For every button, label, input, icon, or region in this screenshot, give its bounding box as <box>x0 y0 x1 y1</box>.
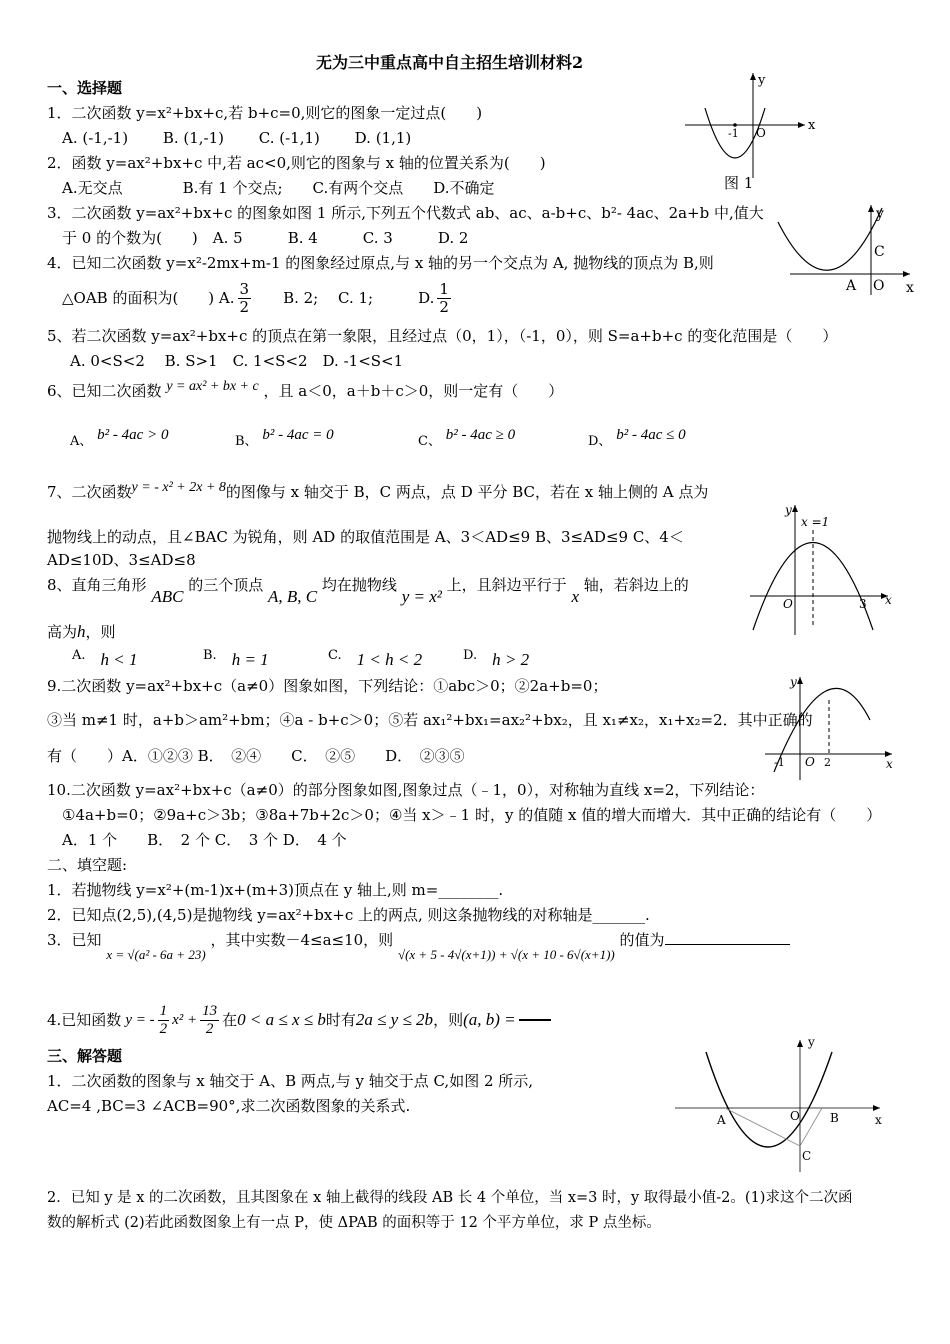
option-formula: h = 1 <box>231 650 269 669</box>
question-8-suffix-2: 轴，若斜边上的 <box>583 576 689 594</box>
origin-label: O <box>805 755 815 769</box>
fill-3-condition: x = √(a² - 6a + 23) <box>106 947 206 962</box>
question-7-function: y = - x² + 2x + 8 <box>131 480 226 495</box>
option-formula: 1 < h < 2 <box>356 650 423 669</box>
point-a-label: A <box>846 278 857 294</box>
option-label: C、 <box>418 434 441 449</box>
parabola-y-x2: y = x² <box>401 587 442 606</box>
origin-label: O <box>756 126 766 140</box>
fill-4-function-start: y = - <box>125 1012 155 1028</box>
figure-q9 <box>760 672 900 782</box>
fill-4-mid-2: 时有 <box>325 1011 356 1029</box>
question-4-line-2-prefix: △OAB 的面积为( ) A. <box>62 289 235 307</box>
question-8-line-1 <box>47 575 689 611</box>
origin-label: O <box>790 1109 800 1123</box>
fill-4-prefix: 4.已知函数 <box>47 1011 122 1029</box>
fill-4-mid-3: ，则 <box>433 1011 464 1029</box>
question-4-line-1: 4．已知二次函数 y=x²-2mx+m-1 的图象经过原点,与 x 轴的另一个交点为 A, 抛物线的顶点为 B,则 <box>47 254 714 272</box>
fill-3-answer-blank <box>665 944 790 945</box>
question-8-line-2-prefix: 高为 <box>47 623 78 641</box>
question-9-line-3: 有（ ）A．①②③ B． ②④ C． ②⑤ D． ②③⑤ <box>47 747 465 765</box>
option-formula: b² - 4ac > 0 <box>97 427 169 443</box>
question-7-line-3: AD≤10D、3≤AD≤8 <box>47 551 196 569</box>
figure-q7 <box>745 500 895 640</box>
question-10-line-1: 10.二次函数 y=ax²+bx+c（a≠0）的部分图象如图,图象过点（﹣1，0），对称轴为直线 x=2，下列结论： <box>47 781 765 799</box>
figure-2-solve <box>670 1032 890 1177</box>
question-6-option-d <box>588 427 686 452</box>
question-6-suffix: ，且 a＜0，a＋b＋c＞0，则一定有（ ） <box>263 382 564 400</box>
solve-2-line-1: 2．已知 y 是 x 的二次函数，且其图象在 x 轴上截得的线段 AB 长 4 个单位，当 x=3 时，y 取得最小值-2。(1)求这个二次函 <box>47 1190 853 1206</box>
question-10-line-2: ①4a+b=0；②9a+c＞3b；③8a+7b+2c＞0；④当 x＞﹣1 时，y 的值随 x 值的增大而增大．其中正确的结论有（ ） <box>62 806 882 824</box>
question-5-options: A. 0<S<2 B. S>1 C. 1<S<2 D. -1<S<1 <box>70 352 404 370</box>
question-5-text: 5、若二次函数 y=ax²+bx+c 的顶点在第一象限，且经过点（0，1），（-1，0），则 S=a+b+c 的变化范围是（ ） <box>47 327 838 345</box>
symmetry-axis-label: x =1 <box>801 515 830 529</box>
fill-3-prefix: 3．已知 <box>47 931 102 949</box>
h-variable: h <box>77 622 86 641</box>
fraction-numerator: 13 <box>202 1002 218 1019</box>
fraction-numerator: 1 <box>439 279 449 298</box>
triangle-abc: ABC <box>151 587 184 606</box>
fill-3-text <box>47 930 790 966</box>
figure-1-graph <box>680 68 820 198</box>
x-axis-label: x <box>906 280 914 296</box>
option-label: B. <box>203 648 217 663</box>
fill-2-text: 2．已知点(2,5),(4,5)是抛物线 y=ax²+bx+c 上的两点, 则这条抛物线的对称轴是_______. <box>47 906 650 924</box>
question-6-option-a <box>70 427 169 452</box>
point-c-label: C <box>802 1149 812 1163</box>
solve-1-line-2: AC=4 ,BC=3 ∠ACB=90°,求二次函数图象的关系式. <box>47 1097 411 1115</box>
x-axis-label: x <box>808 118 816 133</box>
tick-3-label: 3 <box>859 597 867 611</box>
question-9-line-2: ③当 m≠1 时，a+b＞am²+bm；④a - b+c＞0；⑤若 ax₁²+bx₁=ax₂²+bx₂，且 x₁≠x₂，x₁+x₂=2．其中正确的 <box>47 711 813 729</box>
x-axis-label: x <box>886 757 893 771</box>
question-7-line-2: 抛物线上的动点，且∠BAC 为锐角，则 AD 的取值范围是 A、3＜AD≤9 B、3≤AD≤9 C、4＜ <box>47 528 684 546</box>
section-choice-heading: 一、选择题 <box>47 79 123 97</box>
solve-2-line-2: 数的解析式 (2)若此函数图象上有一点 P，使 ΔPAB 的面积等于 12 个平方单位，求 P 点坐标。 <box>47 1215 661 1231</box>
option-label: A. <box>72 648 86 663</box>
y-axis-label: y <box>876 206 884 222</box>
question-8-suffix: 上，且斜边平行于 <box>446 576 567 594</box>
question-6-text <box>47 381 563 403</box>
option-label: D、 <box>588 434 612 449</box>
question-4-options-mid: B. 2; C. 1; D. <box>268 289 435 307</box>
y-axis-label: y <box>790 675 797 689</box>
fill-4-text <box>47 1000 551 1040</box>
fill-3-mid: ，其中实数－4≤a≤10，则 <box>210 931 394 949</box>
fill-4-answer-blank <box>519 1019 551 1021</box>
tick-minus-1: -1 <box>774 756 785 769</box>
option-label: D. <box>463 648 478 663</box>
question-8-mid-2: 均在抛物线 <box>321 576 397 594</box>
question-7-prefix: 7、二次函数 <box>47 483 132 501</box>
question-8-line-2 <box>47 622 116 642</box>
question-8-prefix: 8、直角三角形 <box>47 576 147 594</box>
fraction-3-2 <box>238 281 252 316</box>
fraction-numerator: 3 <box>239 279 250 298</box>
fill-1-text: 1．若抛物线 y=x²+(m-1)x+(m+3)顶点在 y 轴上,则 m=________. <box>47 881 504 899</box>
option-formula: h < 1 <box>100 650 138 669</box>
question-1-text: 1．二次函数 y=x²+bx+c,若 b+c=0,则它的图象一定过点( ) <box>47 104 483 122</box>
question-8-option-d <box>463 648 529 670</box>
question-7-suffix: 的图像与 x 轴交于 B，C 两点，点 D 平分 BC，若在 x 轴上侧的 A 点为 <box>225 483 709 501</box>
question-8-option-a <box>72 648 138 670</box>
option-formula: b² - 4ac ≥ 0 <box>445 427 516 443</box>
figure-1 <box>680 68 820 198</box>
fraction-numerator: 1 <box>159 1002 168 1019</box>
fraction-1-2 <box>437 281 451 316</box>
y-axis-label: y <box>808 1035 815 1049</box>
question-6-option-b <box>235 427 334 452</box>
fill-4-answer-label: (a, b) = <box>463 1010 516 1029</box>
y-axis-label: y <box>785 503 792 517</box>
question-6-function: y = ax² + bx + c <box>166 379 259 394</box>
fill-4-function-mid: x² + <box>172 1012 198 1028</box>
question-9-line-1: 9.二次函数 y=ax²+bx+c（a≠0）图象如图，下列结论：①abc＞0；②2a+b=0； <box>47 677 608 695</box>
point-a-label: A <box>717 1113 726 1127</box>
fill-4-condition-2: 2a ≤ y ≤ 2b <box>355 1010 434 1029</box>
section-fill-heading: 二、填空题: <box>47 856 128 874</box>
fraction-denominator: 2 <box>239 297 250 316</box>
point-c-label: C <box>874 244 885 260</box>
question-4-line-2 <box>62 278 454 318</box>
point-b-label: B <box>830 1111 839 1125</box>
x-variable: x <box>571 587 579 606</box>
option-formula: b² - 4ac = 0 <box>262 427 334 443</box>
question-8-option-c <box>328 648 422 670</box>
fraction-13-2 <box>200 1003 219 1038</box>
fill-4-condition: 0 < a ≤ x ≤ b <box>237 1010 326 1029</box>
tick-minus-1: -1 <box>728 127 739 140</box>
figure-2 <box>770 200 920 300</box>
fraction-1-2 <box>158 1003 170 1038</box>
question-2-text: 2．函数 y=ax²+bx+c 中,若 ac<0,则它的图象与 x 轴的位置关系为( ) <box>47 154 546 172</box>
question-3-line-1: 3．二次函数 y=ax²+bx+c 的图象如图 1 所示,下列五个代数式 ab、ac、a-b+c、b²- 4ac、2a+b 中,值大 <box>47 204 764 222</box>
question-6-option-c <box>418 427 516 452</box>
option-label: C. <box>328 648 342 663</box>
origin-label: O <box>783 597 793 611</box>
figure-q7-graph <box>745 500 895 640</box>
vertices-abc: A, B, C <box>268 587 318 606</box>
question-8-option-b <box>203 648 269 670</box>
x-axis-label: x <box>885 593 892 607</box>
option-label: A、 <box>70 434 93 449</box>
fill-3-suffix: 的值为 <box>619 931 665 949</box>
question-8-mid-1: 的三个顶点 <box>188 576 264 594</box>
question-1-options: A. (-1,-1) B. (1,-1) C. (-1,1) D. (1,1) <box>62 129 412 147</box>
fill-4-mid: 在 <box>222 1011 238 1029</box>
fill-3-expression: √(x + 5 - 4√(x+1)) + √(x + 10 - 6√(x+1)) <box>397 947 615 962</box>
figure-1-caption: 图 1 <box>724 174 754 192</box>
page-title: 无为三中重点高中自主招生培训材料2 <box>316 53 584 72</box>
option-formula: b² - 4ac ≤ 0 <box>616 427 686 443</box>
option-label: B、 <box>235 434 258 449</box>
question-8-line-2-suffix: ，则 <box>85 623 116 641</box>
question-10-line-3: A．1 个 B． 2 个 C． 3 个 D． 4 个 <box>62 831 347 849</box>
question-6-prefix: 6、已知二次函数 <box>47 382 162 400</box>
figure-q9-graph <box>760 672 900 782</box>
fraction-denominator: 2 <box>159 1020 168 1037</box>
option-formula: h > 2 <box>492 650 530 669</box>
origin-label: O <box>873 278 885 294</box>
question-3-line-2: 于 0 的个数为( ) A. 5 B. 4 C. 3 D. 2 <box>62 229 469 247</box>
tick-2-label: 2 <box>824 756 831 769</box>
figure-2-solve-graph <box>670 1032 890 1177</box>
fraction-denominator: 2 <box>205 1020 214 1037</box>
y-axis-label: y <box>758 73 766 88</box>
question-2-options: A.无交点 B.有 1 个交点; C.有两个交点 D.不确定 <box>62 179 495 197</box>
solve-1-line-1: 1．二次函数的图象与 x 轴交于 A、B 两点,与 y 轴交于点 C,如图 2 所示, <box>47 1072 534 1090</box>
section-solve-heading: 三、解答题 <box>47 1047 123 1065</box>
x-axis-label: x <box>875 1113 882 1127</box>
figure-2-graph <box>770 200 920 300</box>
question-7-line-1 <box>47 482 708 504</box>
fraction-denominator: 2 <box>439 297 449 316</box>
